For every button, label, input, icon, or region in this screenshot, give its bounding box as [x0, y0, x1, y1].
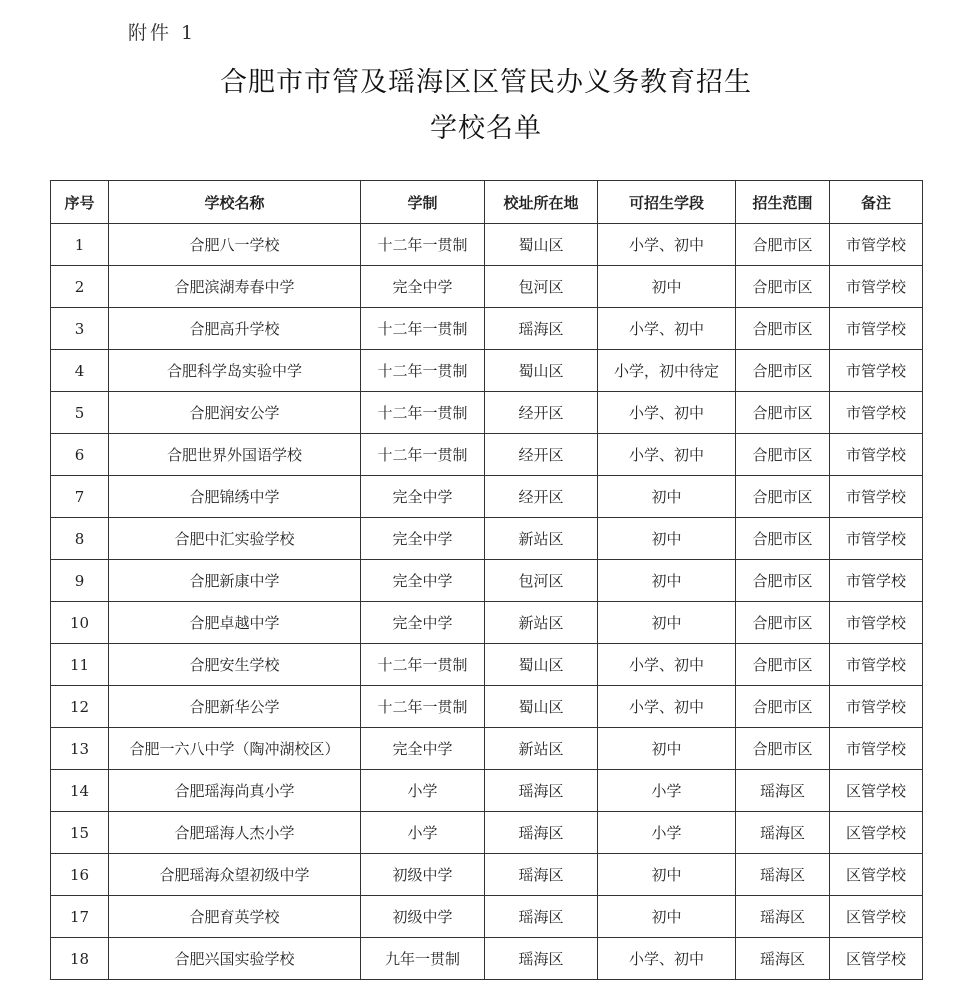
cell-school-name: 合肥润安公学 [109, 392, 361, 434]
cell-enroll-range: 合肥市区 [736, 518, 830, 560]
cell-enroll-stage: 初中 [598, 476, 736, 518]
cell-school-name: 合肥中汇实验学校 [109, 518, 361, 560]
cell-remark: 区管学校 [830, 854, 923, 896]
cell-enroll-range: 瑶海区 [736, 812, 830, 854]
cell-enroll-range: 瑶海区 [736, 770, 830, 812]
cell-remark: 市管学校 [830, 266, 923, 308]
cell-school-system: 完全中学 [361, 728, 485, 770]
cell-remark: 区管学校 [830, 770, 923, 812]
header-location: 校址所在地 [485, 181, 598, 224]
cell-enroll-stage: 初中 [598, 266, 736, 308]
cell-remark: 市管学校 [830, 560, 923, 602]
cell-location: 包河区 [485, 266, 598, 308]
cell-remark: 市管学校 [830, 518, 923, 560]
cell-school-system: 十二年一贯制 [361, 686, 485, 728]
cell-location: 新站区 [485, 728, 598, 770]
cell-school-name: 合肥滨湖寿春中学 [109, 266, 361, 308]
cell-enroll-stage: 小学、初中 [598, 224, 736, 266]
table-header-row [51, 181, 923, 224]
document-title: 合肥市市管及瑶海区区管民办义务教育招生 [220, 67, 752, 98]
cell-location: 包河区 [485, 560, 598, 602]
cell-remark: 市管学校 [830, 686, 923, 728]
cell-remark: 市管学校 [830, 392, 923, 434]
cell-enroll-range: 合肥市区 [736, 308, 830, 350]
table-row [51, 812, 923, 854]
cell-enroll-range: 瑶海区 [736, 896, 830, 938]
table-row [51, 476, 923, 518]
cell-remark: 区管学校 [830, 812, 923, 854]
cell-location: 蜀山区 [485, 350, 598, 392]
cell-enroll-stage: 初中 [598, 854, 736, 896]
table-row [51, 350, 923, 392]
cell-index: 3 [51, 308, 109, 350]
cell-school-name: 合肥瑶海尚真小学 [109, 770, 361, 812]
table-row [51, 392, 923, 434]
cell-school-system: 完全中学 [361, 602, 485, 644]
cell-index: 6 [51, 434, 109, 476]
cell-location: 瑶海区 [485, 812, 598, 854]
cell-enroll-stage: 小学，初中待定 [598, 350, 736, 392]
cell-school-name: 合肥锦绣中学 [109, 476, 361, 518]
cell-enroll-stage: 小学 [598, 812, 736, 854]
cell-school-name: 合肥新华公学 [109, 686, 361, 728]
cell-index: 17 [51, 896, 109, 938]
cell-school-system: 初级中学 [361, 854, 485, 896]
cell-enroll-stage: 小学 [598, 770, 736, 812]
table-row [51, 728, 923, 770]
cell-school-name: 合肥卓越中学 [109, 602, 361, 644]
table-row [51, 224, 923, 266]
cell-enroll-range: 合肥市区 [736, 644, 830, 686]
cell-index: 1 [51, 224, 109, 266]
cell-enroll-range: 合肥市区 [736, 434, 830, 476]
cell-enroll-range: 瑶海区 [736, 938, 830, 980]
cell-index: 4 [51, 350, 109, 392]
cell-location: 蜀山区 [485, 224, 598, 266]
cell-school-name: 合肥育英学校 [109, 896, 361, 938]
cell-index: 18 [51, 938, 109, 980]
cell-remark: 市管学校 [830, 602, 923, 644]
cell-location: 新站区 [485, 518, 598, 560]
cell-school-system: 小学 [361, 812, 485, 854]
cell-school-system: 完全中学 [361, 560, 485, 602]
cell-remark: 市管学校 [830, 434, 923, 476]
cell-enroll-range: 瑶海区 [736, 854, 830, 896]
table-row [51, 602, 923, 644]
cell-school-system: 完全中学 [361, 518, 485, 560]
cell-school-system: 完全中学 [361, 476, 485, 518]
header-remark: 备注 [830, 181, 923, 224]
cell-enroll-stage: 小学、初中 [598, 434, 736, 476]
cell-school-system: 初级中学 [361, 896, 485, 938]
header-school-name: 学校名称 [109, 181, 361, 224]
table-row [51, 686, 923, 728]
table-row [51, 434, 923, 476]
cell-enroll-range: 合肥市区 [736, 686, 830, 728]
cell-index: 7 [51, 476, 109, 518]
cell-school-system: 十二年一贯制 [361, 392, 485, 434]
cell-school-system: 十二年一贯制 [361, 308, 485, 350]
cell-school-name: 合肥高升学校 [109, 308, 361, 350]
cell-enroll-range: 合肥市区 [736, 560, 830, 602]
cell-index: 8 [51, 518, 109, 560]
table-row [51, 896, 923, 938]
cell-school-name: 合肥安生学校 [109, 644, 361, 686]
cell-school-system: 十二年一贯制 [361, 224, 485, 266]
cell-location: 新站区 [485, 602, 598, 644]
table-body [51, 224, 923, 980]
cell-remark: 区管学校 [830, 896, 923, 938]
cell-location: 瑶海区 [485, 770, 598, 812]
cell-enroll-range: 合肥市区 [736, 350, 830, 392]
cell-location: 蜀山区 [485, 644, 598, 686]
cell-index: 16 [51, 854, 109, 896]
cell-remark: 市管学校 [830, 350, 923, 392]
cell-location: 瑶海区 [485, 854, 598, 896]
cell-enroll-stage: 初中 [598, 602, 736, 644]
cell-enroll-stage: 初中 [598, 518, 736, 560]
cell-location: 经开区 [485, 392, 598, 434]
table-row [51, 770, 923, 812]
cell-location: 瑶海区 [485, 308, 598, 350]
cell-school-name: 合肥瑶海众望初级中学 [109, 854, 361, 896]
cell-school-name: 合肥一六八中学（陶冲湖校区） [109, 728, 361, 770]
cell-enroll-range: 合肥市区 [736, 728, 830, 770]
cell-remark: 区管学校 [830, 938, 923, 980]
table-row [51, 518, 923, 560]
cell-remark: 市管学校 [830, 476, 923, 518]
cell-enroll-range: 合肥市区 [736, 224, 830, 266]
cell-index: 5 [51, 392, 109, 434]
document-subtitle: 学校名单 [430, 113, 542, 144]
cell-location: 瑶海区 [485, 896, 598, 938]
header-index: 序号 [51, 181, 109, 224]
cell-school-system: 十二年一贯制 [361, 350, 485, 392]
cell-index: 14 [51, 770, 109, 812]
cell-school-name: 合肥世界外国语学校 [109, 434, 361, 476]
table-row [51, 644, 923, 686]
school-list-table [50, 180, 923, 980]
cell-index: 10 [51, 602, 109, 644]
cell-enroll-stage: 小学、初中 [598, 308, 736, 350]
table-row [51, 854, 923, 896]
cell-enroll-range: 合肥市区 [736, 476, 830, 518]
cell-remark: 市管学校 [830, 728, 923, 770]
cell-enroll-stage: 小学、初中 [598, 938, 736, 980]
cell-index: 12 [51, 686, 109, 728]
table-row [51, 938, 923, 980]
cell-location: 经开区 [485, 434, 598, 476]
cell-school-name: 合肥八一学校 [109, 224, 361, 266]
cell-enroll-stage: 小学、初中 [598, 644, 736, 686]
attachment-label: 附件 1 [128, 22, 197, 44]
cell-school-system: 九年一贯制 [361, 938, 485, 980]
cell-location: 瑶海区 [485, 938, 598, 980]
cell-school-name: 合肥瑶海人杰小学 [109, 812, 361, 854]
cell-index: 9 [51, 560, 109, 602]
cell-remark: 市管学校 [830, 644, 923, 686]
cell-index: 15 [51, 812, 109, 854]
cell-enroll-stage: 初中 [598, 728, 736, 770]
cell-enroll-range: 合肥市区 [736, 266, 830, 308]
cell-remark: 市管学校 [830, 308, 923, 350]
header-enroll-stage: 可招生学段 [598, 181, 736, 224]
cell-enroll-stage: 小学、初中 [598, 392, 736, 434]
cell-school-system: 十二年一贯制 [361, 434, 485, 476]
cell-enroll-stage: 初中 [598, 896, 736, 938]
table-row [51, 560, 923, 602]
cell-enroll-stage: 小学、初中 [598, 686, 736, 728]
table-row [51, 308, 923, 350]
cell-school-system: 十二年一贯制 [361, 644, 485, 686]
cell-index: 13 [51, 728, 109, 770]
cell-location: 经开区 [485, 476, 598, 518]
cell-school-system: 小学 [361, 770, 485, 812]
cell-school-system: 完全中学 [361, 266, 485, 308]
cell-index: 2 [51, 266, 109, 308]
table-row [51, 266, 923, 308]
cell-location: 蜀山区 [485, 686, 598, 728]
cell-enroll-range: 合肥市区 [736, 392, 830, 434]
cell-school-name: 合肥科学岛实验中学 [109, 350, 361, 392]
cell-remark: 市管学校 [830, 224, 923, 266]
cell-index: 11 [51, 644, 109, 686]
cell-school-name: 合肥兴国实验学校 [109, 938, 361, 980]
header-school-system: 学制 [361, 181, 485, 224]
header-enroll-range: 招生范围 [736, 181, 830, 224]
cell-enroll-stage: 初中 [598, 560, 736, 602]
cell-school-name: 合肥新康中学 [109, 560, 361, 602]
cell-enroll-range: 合肥市区 [736, 602, 830, 644]
